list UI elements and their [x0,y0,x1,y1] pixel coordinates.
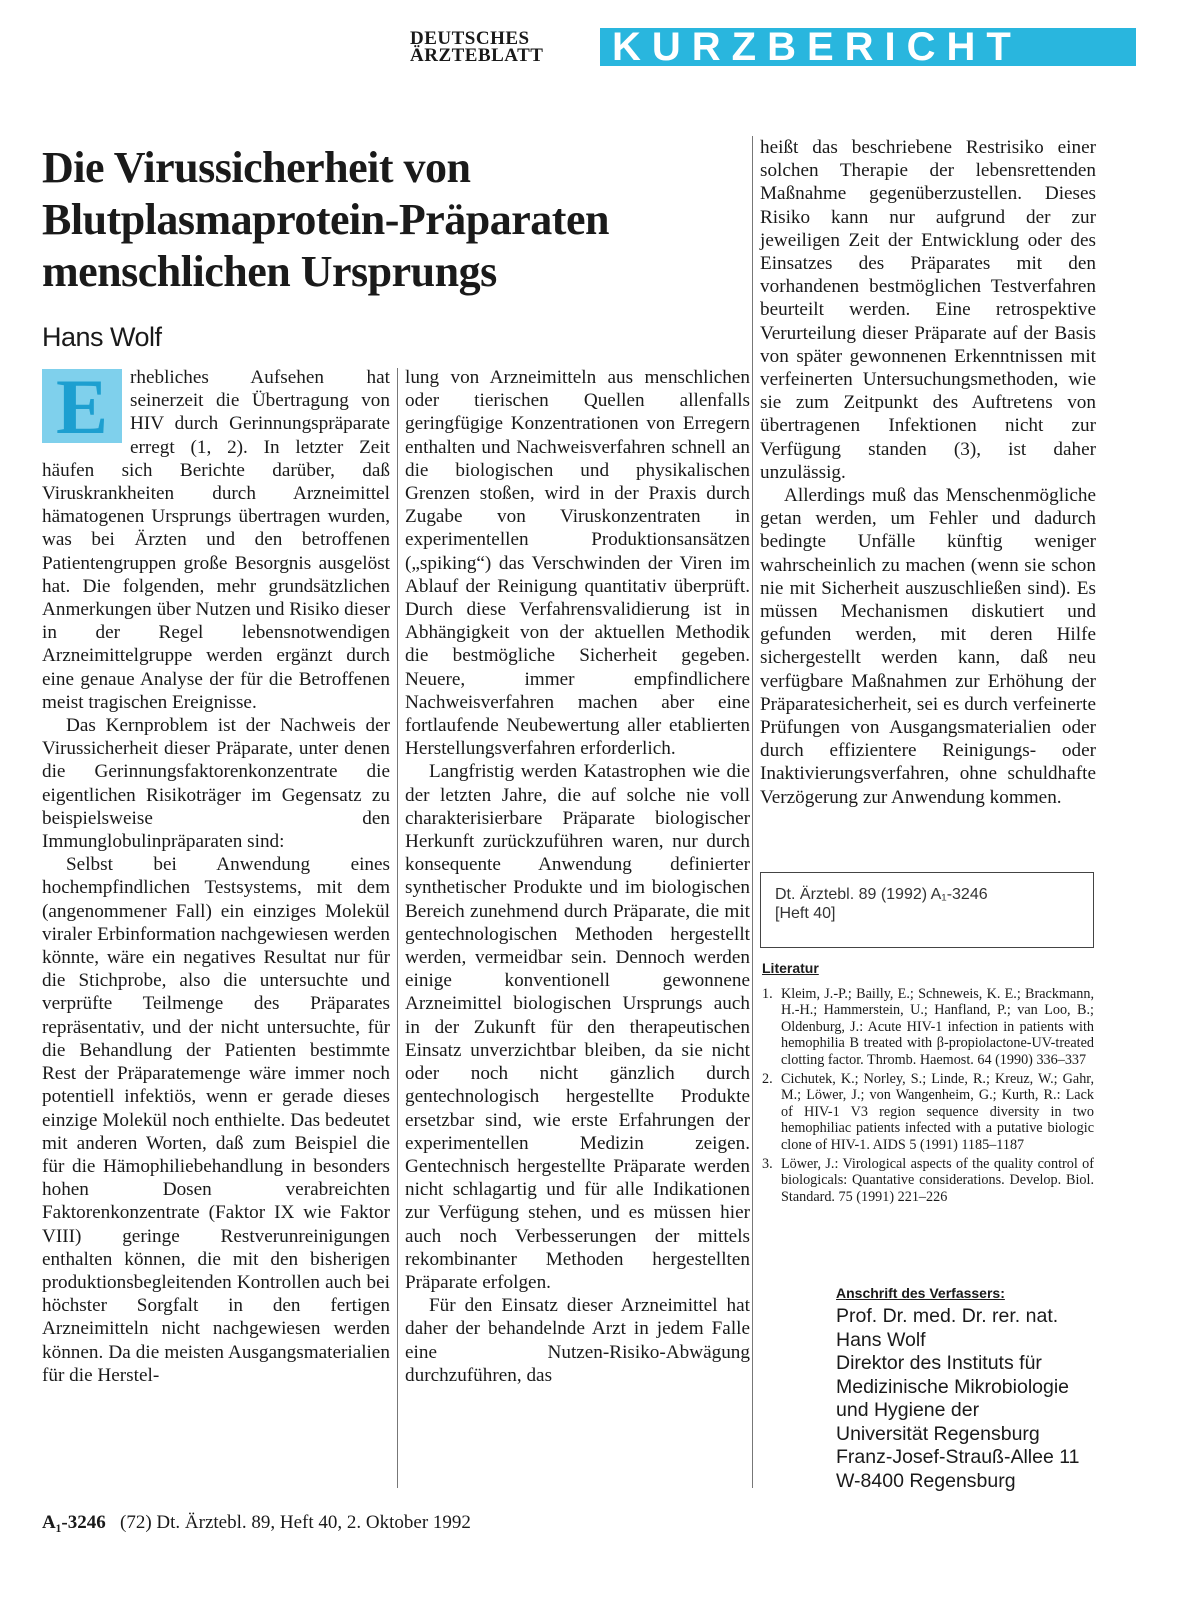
address-line: Direktor des Instituts für [836,1352,1042,1374]
address-line: Prof. Dr. med. Dr. rer. nat. [836,1305,1059,1327]
paragraph: Das Kernproblem ist der Nachweis der Virussicherheit dieser Präparate, unter denen die Gerinnungsfaktorenkonzentrate die eigentlichen Risikoträger im Gegensatz zu beispielsweise den Immunglobulinpräparaten sind: [42,715,390,853]
address-line: Hans Wolf [836,1328,926,1351]
citation-line: Dt. Ärztebl. 89 (1992) A₁-3246 [775,886,988,903]
drop-cap: E [42,369,122,443]
masthead-line2: ÄRZTEBLATT [410,45,544,66]
text-column-3 [760,136,1096,809]
paragraph: heißt das beschriebene Restrisiko einer solchen Therapie der lebensrettenden Maßnahme gegenüberzustellen. Dieses Risiko kann nur aufgrund der zur jeweiligen Zeit der Entwicklung oder des Einsatzes des Präparates mit den vorhandenen bestmöglichen Testverfahren beurteilt werden. Eine retrospektive Verurteilung dieser Präparate auf der Basis von später gewonnenen Erkenntnissen mit verfeinerten Untersuchungsmethoden, wie sie zum Zeitpunkt des Auftretens von übertragenen Infektionen nicht zur Verfügung standen (3), ist daher unzulässig. [760,137,1096,483]
address-line: Franz-Josef-Strauß-Allee 11 [836,1446,1080,1468]
paragraph-text: rhebliches Aufsehen hat seinerzeit die Übertragung von HIV durch Gerinnungspräparate erregt (1, 2). In letzter Zeit häufen sich Berichte darüber, daß Viruskrankheiten durch Arzneimittel hämatogenen Ursprungs übertragen wurden, was bei Ärzten und den betroffenen Patientengruppen große Besorgnis ausgelöst hat. Die folgenden, mehr grundsätzlichen Anmerkungen über Nutzen und Risiko dieser in der Regel lebensnotwendigen Arzneimittelgruppe werden ergänzt durch eine genaue Analyse der für die Betroffenen meist tragischen Ereignisse. [42,367,390,713]
article-author: Hans Wolf [42,322,162,352]
reference-item [762,1156,1094,1205]
masthead-line1: DEUTSCHES [410,28,530,49]
column-divider [752,136,753,1488]
title-line: Blutplasmaprotein-Präparaten [42,195,609,244]
masthead-logo [410,30,592,64]
reference-item [762,986,1094,1068]
citation-line: [Heft 40] [775,905,836,922]
paragraph: Langfristig werden Katastrophen wie die der letzten Jahre, die auf solche nie voll charakterisierbare Präparate biologischer Herkunft zurückzuführen waren, nur durch konsequente Anwendung definierter synthetischer Produkte und im biologischen Bereich zunehmend durch Präparate, die mit gentechnologischen Methoden hergestellt werden, vermeidbar sein. Dennoch werden einige konventionell gewonnene Arzneimittel biologischen Ursprungs auch in der Zukunft für den therapeutischen Einsatz unverzichtbar bleiben, da sie nicht oder noch nicht gänzlich durch gentechnologisch hergestellte Produkte ersetzbar sind, wie erste Erfahrungen der experimentellen Medizin zeigen. Gentechnisch hergestellte Präparate werden nicht schlagartig und für alle Indikationen zur Verfügung stehen, und es müssen hier auch noch Verbesserungen der mittels rekombinanter Methoden hergestellten Präparate erfolgen. [405,761,750,1293]
text-column-2 [405,366,750,1387]
reference-text: Kleim, J.-P.; Bailly, E.; Schneweis, K. E.; Brackmann, H.-H.; Hammerstein, U.; Hanfland, P.; van Loo, B.; Oldenburg, J.: Acute HIV-1 infection in patients with hemophilia B treated with β-propiolactone-UV-treated clotting factor. Thromb. Haemost. 64 (1990) 336–337 [781,986,1094,1068]
reference-number: 2. [762,1071,773,1088]
address-line: und Hygiene der [836,1399,980,1421]
address-line: Medizinische Mikrobiologie [836,1375,1070,1398]
reference-text: Löwer, J.: Virological aspects of the quality control of biologicals: Quantative considerations. Develop. Biol. Standard. 75 (1991) 221–226 [781,1156,1094,1205]
reference-list [762,986,1094,1208]
page-code: A₁-3246 [42,1512,106,1533]
reference-text: Cichutek, K.; Norley, S.; Linde, R.; Kreuz, W.; Gahr, M.; Löwer, J.; von Wangenheim, G.; Kurth, R.: Lack of HIV-1 V3 region sequence diversity in two hemophiliac patients infected with a putative biologic clone of HIV-1. AIDS 5 (1991) 1185–1187 [781,1071,1094,1153]
page-footer [42,1512,471,1534]
citation-box [760,872,1094,948]
reference-number: 1. [762,986,773,1002]
footer-citation: (72) Dt. Ärztebl. 89, Heft 40, 2. Oktober 1992 [120,1512,471,1533]
section-banner: KURZBERICHT [600,28,1136,66]
article-title [42,142,762,298]
title-line: menschlichen Ursprungs [42,247,497,296]
paragraph: lung von Arzneimitteln aus menschlichen oder tierischen Quellen allenfalls geringfügige Konzentrationen von Erregern enthalten und Nachweisverfahren schnell an die biologischen und physikalischen Grenzen stoßen, wird in der Praxis durch Zugabe von Viruskonzentraten in experimentellen Produktionsansätzen („spiking“) das Verschwinden der Viren im Ablauf der Reinigung quantitativ überprüft. Durch diese Verfahrensvalidierung ist in Abhängigkeit von der aktuellen Methodik die bestmögliche Sicherheit gegeben. Neuere, immer empfindlichere Nachweisverfahren machen aber eine fortlaufende Neubewertung aller etablierten Herstellungsverfahren erforderlich. [405,367,750,760]
paragraph: Allerdings muß das Menschenmögliche getan werden, um Fehler und dadurch bedingte Unfälle künftig weniger wahrscheinlich zu machen (wenn sie schon nie mit Sicherheit auszuschließen sind). Es müssen Mechanismen diskutiert und gefunden werden, mit deren Hilfe sichergestellt werden kann, daß neu verfügbare Maßnahmen zur Erhöhung der Präparatesicherheit, sei es durch verfeinerte Prüfungen von Ausgangsmaterialien oder durch effizientere Reinigungs- oder Inaktivierungsverfahren, ohne schuldhafte Verzögerung zur Anwendung kommen. [760,485,1096,808]
column-divider [397,368,398,1488]
address-line: Universität Regensburg [836,1422,1040,1445]
literature-heading: Literatur [762,960,819,976]
address-heading: Anschrift des Verfassers: [836,1285,1005,1301]
reference-number: 3. [762,1156,773,1173]
reference-item [762,1071,1094,1153]
paragraph: Selbst bei Anwendung eines hochempfindlichen Testsystems, mit dem (angenommener Fall) ein einziges Molekül viraler Erbinformation nachgewiesen werden könnte, wäre ein negatives Resultat nur für die Stichprobe, also die untersuchte und verprüfte Teilmenge des Präparates repräsentativ, und der nicht untersuchte, für die Behandlung der Patienten bestimmte Rest der Präparatemenge wäre immer noch potentiell infektiös, wenn er gerade dieses einzige Molekül noch enthielte. Das bedeutet mit anderen Worten, daß zum Beispiel die für die Hämophiliebehandlung in besonders hohen Dosen verabreichten Faktorenkonzentrate (Faktor IX wie Faktor VIII) geringe Restverunreinigungen enthalten können, die mit den bisherigen produktionsbegleitenden Kontrollen auch bei höchster Sorgfalt in den fertigen Arzneimitteln nicht nachgewiesen werden können. Da die meisten Ausgangsmaterialien für die Herstel- [42,854,390,1386]
title-line: Die Virussicherheit von [42,143,471,192]
author-address [836,1305,1116,1493]
address-line: W-8400 Regensburg [836,1469,1016,1492]
paragraph: Für den Einsatz dieser Arzneimittel hat daher der behandelnde Arzt in jedem Falle eine Nutzen-Risiko-Abwägung durchzuführen, das [405,1295,750,1386]
paragraph [42,363,390,714]
text-column-1 [42,363,390,1387]
